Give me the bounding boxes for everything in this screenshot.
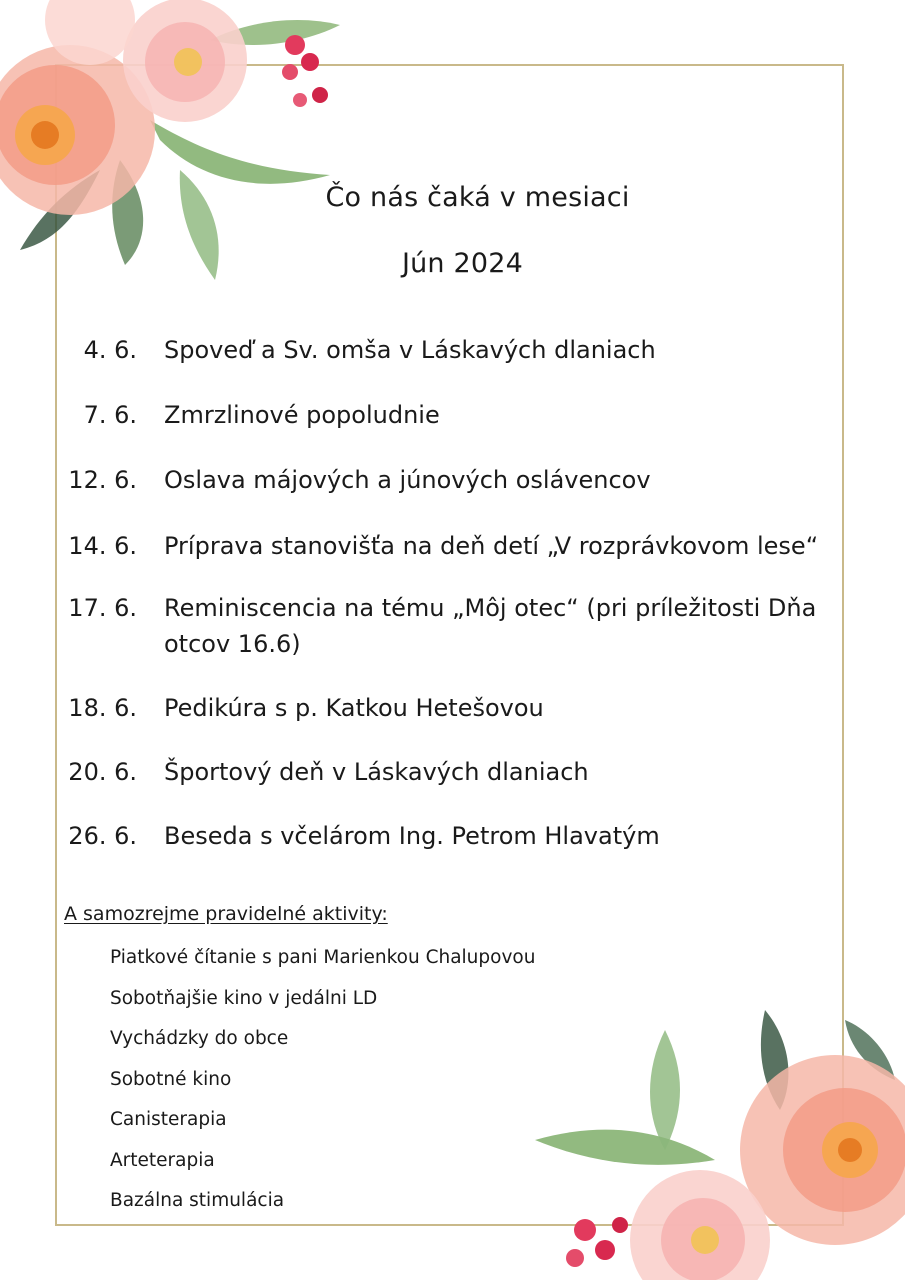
floral-corner-bottom-right	[525, 1000, 905, 1280]
event-description: Beseda s včelárom Ing. Petrom Hlavatým	[164, 822, 660, 850]
list-item: Arteterapia	[110, 1149, 215, 1171]
page-title: Čo nás čaká v mesiaci	[325, 182, 630, 213]
event-description: Reminiscencia na tému „Môj otec“ (pri príležitosti Dňa otcov 16.6)	[164, 594, 817, 658]
list-item: Canisterapia	[110, 1109, 227, 1130]
event-description: Pedikúra s p. Katkou Hetešovou	[164, 694, 544, 722]
list-item: Bazálna stimulácia	[110, 1190, 285, 1211]
event-date: 4. 6.	[83, 336, 137, 364]
event-date: 17. 6.	[68, 594, 137, 622]
event-description: Príprava stanovišťa na deň detí „V rozprávkovom lese“	[164, 532, 819, 560]
event-description: Spoveď a Sv. omša v Láskavých dlaniach	[164, 336, 656, 364]
list-item: Sobotňajšie kino v jedálni LD	[110, 987, 378, 1009]
list-item: Vychádzky do obce	[110, 1028, 289, 1049]
event-date: 20. 6.	[68, 758, 137, 786]
floral-corner-top-left	[0, 0, 360, 290]
list-item: Piatkové čítanie s pani Marienkou Chalupovou	[110, 947, 536, 968]
event-description: Oslava májových a júnových oslávencov	[164, 466, 651, 494]
page-subtitle-month: Jún 2024	[401, 248, 524, 279]
list-item: Sobotné kino	[110, 1068, 232, 1090]
event-date: 18. 6.	[68, 694, 137, 722]
event-date: 12. 6.	[68, 466, 137, 494]
event-date: 7. 6.	[83, 401, 137, 429]
event-date: 14. 6.	[68, 532, 137, 560]
event-description: Športový deň v Láskavých dlaniach	[164, 758, 589, 786]
regular-activities-heading: A samozrejme pravidelné aktivity:	[64, 903, 388, 925]
event-description: Zmrzlinové popoludnie	[164, 401, 440, 429]
regular-activities-list	[110, 943, 535, 1227]
event-date: 26. 6.	[68, 822, 137, 850]
